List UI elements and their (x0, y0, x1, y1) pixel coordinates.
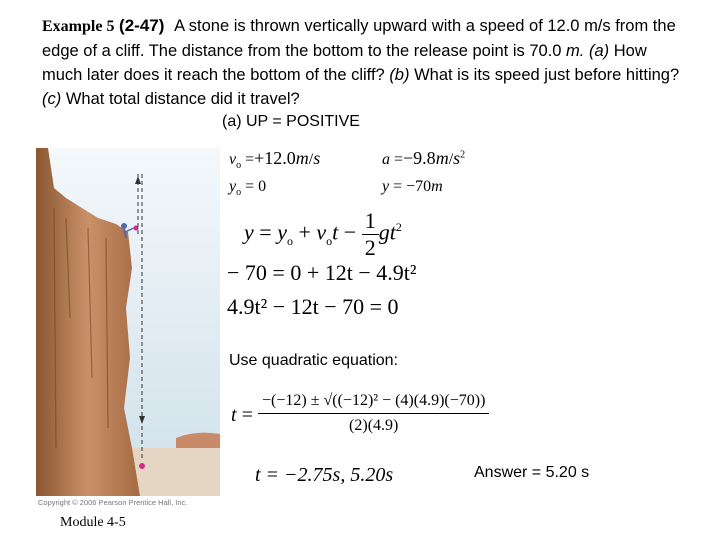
problem-label-c: (c) (42, 90, 62, 108)
solution: t = −2.75s, 5.20s (255, 464, 394, 486)
problem-text-m: m. (566, 42, 585, 60)
copyright-note: Copyright © 2006 Pearson Prentice Hall, Inc. (38, 498, 188, 507)
substituted-equation: − 70 = 0 + 12t − 4.9t² (227, 260, 417, 285)
stone-start (134, 226, 139, 231)
problem-text-3: What is its speed just before hitting? (414, 66, 680, 84)
cliff-illustration (36, 148, 220, 496)
given-v0: $v_o =+12.0m/s$ (229, 148, 321, 172)
quadratic-numerator: −(−12) ± √((−12)² − (4)(4.9)(−70)) (258, 392, 489, 414)
quadratic-formula (258, 392, 489, 435)
example-label: Example 5 (42, 18, 115, 35)
problem-label-a: (a) (588, 42, 610, 60)
given-y0: $y_o = 0$ (229, 178, 267, 199)
problem-text-4: What total distance did it travel? (65, 90, 300, 108)
answer: Answer = 5.20 s (474, 464, 590, 481)
ground (126, 448, 220, 496)
rearranged-equation: 4.9t² − 12t − 70 = 0 (227, 294, 399, 319)
given-y: y = −70m (382, 178, 443, 195)
part-a-heading: (a) UP = POSITIVE (222, 113, 360, 130)
given-y-value: −70 (406, 178, 432, 195)
person-head (121, 223, 127, 229)
quadratic-label: Use quadratic equation: (229, 352, 398, 369)
given-a: $a =-9.8m/s^2$ (382, 148, 466, 168)
given-a-value: −9.8 (403, 148, 436, 168)
given-y0-value: 0 (258, 178, 267, 195)
kinematic-equation: $y = y_o + v_ot$ − $\frac{1}{2}$ $gt^2$ (244, 208, 402, 260)
stone-end (139, 463, 145, 469)
problem-label-b: (b) (389, 66, 410, 84)
problem-number: (2-47) (119, 16, 165, 35)
given-v0-value: +12.0 (254, 148, 296, 168)
module-label: Module 4-5 (60, 515, 126, 530)
quadratic-denominator: (2)(4.9) (349, 417, 399, 434)
problem-text-1: A stone is thrown vertically upward with a speed of 12.0 m/s from the edge of a cliff. The distance from the bottom to the release point is 70.0 (42, 17, 676, 60)
problem-text-2: How much later does it reach the bottom of the cliff? (42, 42, 647, 84)
quadratic-t-label: t = (231, 404, 253, 426)
problem-statement (42, 14, 682, 111)
